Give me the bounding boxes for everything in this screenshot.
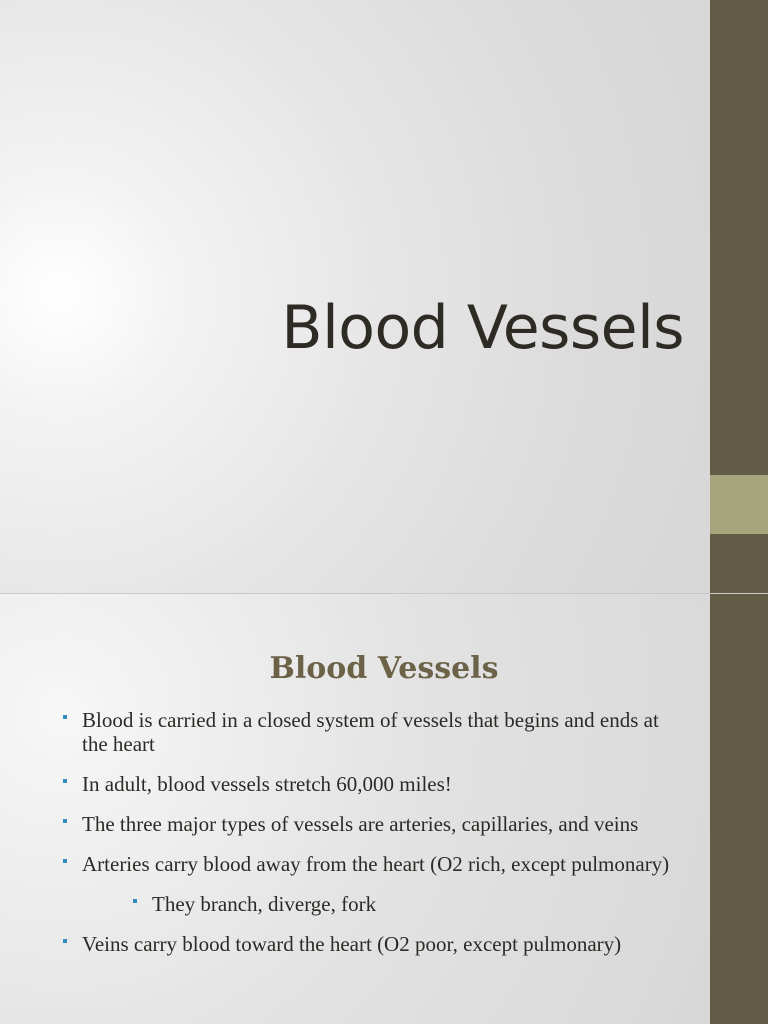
bullet-item	[60, 708, 670, 756]
bullet-text: The three major types of vessels are arteries, capillaries, and veins	[82, 812, 639, 836]
square-bullet-icon	[133, 899, 137, 903]
slide-1-title: Blood Vessels	[281, 293, 684, 363]
bullet-list	[60, 708, 670, 972]
slide-2	[0, 594, 768, 1024]
square-bullet-icon	[63, 819, 67, 823]
square-bullet-icon	[63, 859, 67, 863]
bullet-item	[60, 812, 670, 836]
slide-2-title: Blood Vessels	[269, 651, 499, 686]
square-bullet-icon	[63, 939, 67, 943]
bullet-text: They branch, diverge, fork	[152, 892, 377, 916]
bullet-item	[60, 852, 670, 876]
bullet-item	[60, 932, 670, 956]
square-bullet-icon	[63, 715, 67, 719]
bullet-text: Blood is carried in a closed system of vessels that begins and ends at the heart	[82, 708, 659, 756]
side-accent-block	[710, 475, 768, 534]
square-bullet-icon	[63, 779, 67, 783]
bullet-text: Arteries carry blood away from the heart (O2 rich, except pulmonary)	[82, 852, 670, 876]
bullet-text: In adult, blood vessels stretch 60,000 miles!	[82, 772, 452, 796]
sub-bullet-item	[130, 892, 670, 916]
bullet-item	[60, 772, 670, 796]
bullet-text: Veins carry blood toward the heart (O2 poor, except pulmonary)	[82, 932, 622, 956]
